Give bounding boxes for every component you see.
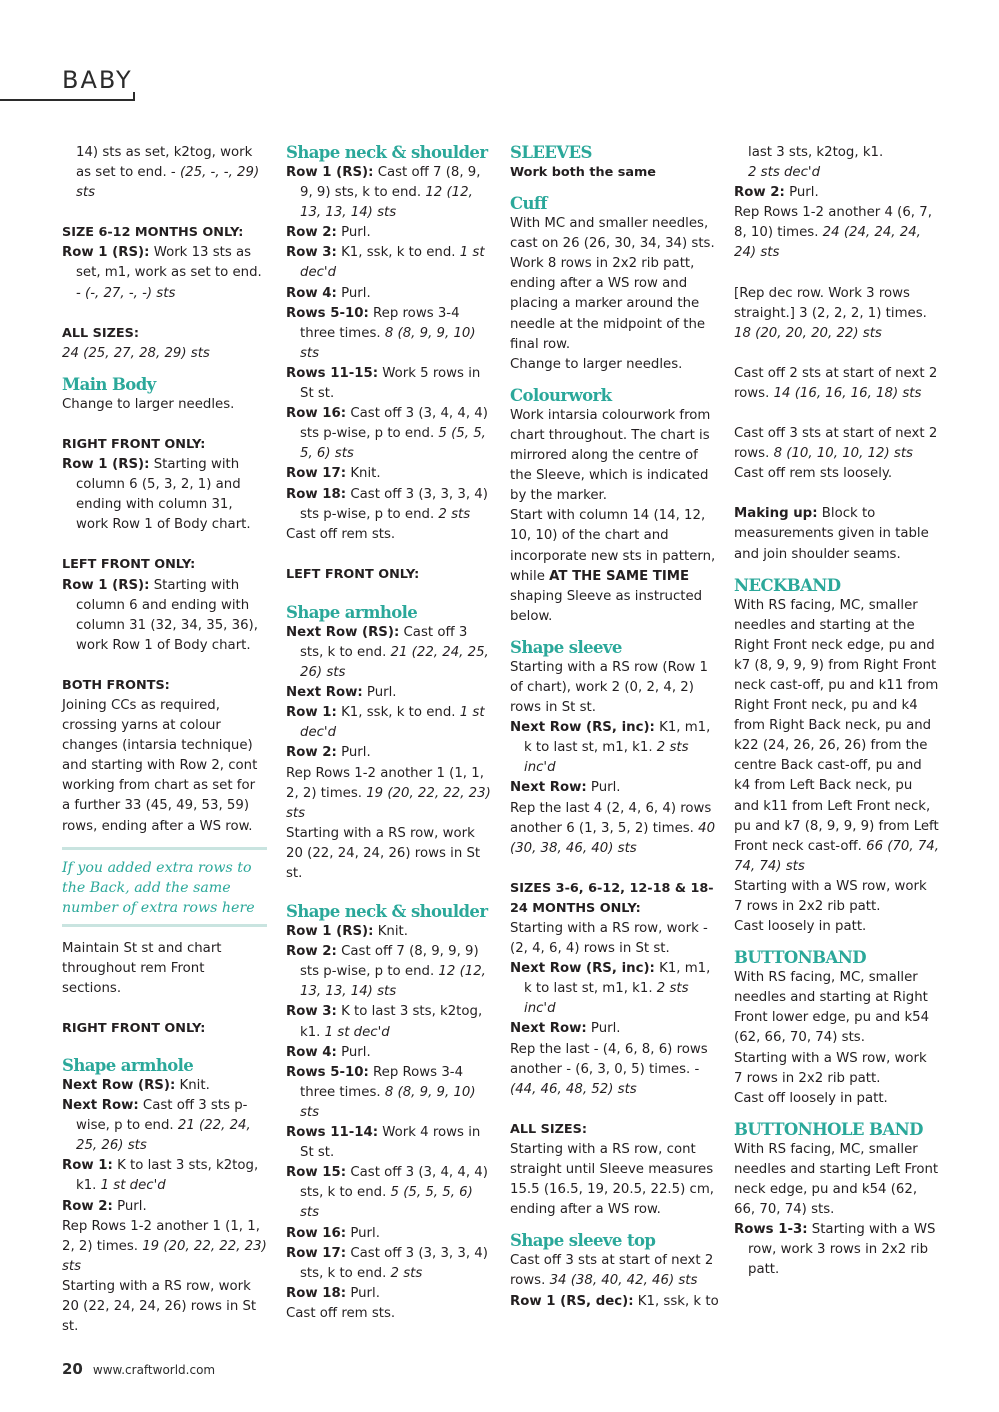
paragraph: Change to larger needles. bbox=[510, 356, 683, 372]
instruction-row: Row 1 (RS): Starting with column 6 (5, 3, 2, 1) and ending with column 31, work Row 1 of Body chart. bbox=[62, 457, 251, 533]
paragraph: Cast off 3 sts at start of next 2 rows. 8 (10, 10, 10, 12) sts bbox=[734, 426, 938, 462]
section-heading: BUTTONBAND bbox=[734, 948, 866, 968]
paragraph: Cast off 2 sts at start of next 2 rows. 14 (16, 16, 16, 18) sts bbox=[734, 365, 938, 401]
column-1 bbox=[62, 143, 267, 1337]
instruction-row: Next Row: Purl. bbox=[510, 780, 621, 796]
instruction-row: Row 16: Cast off 3 (3, 4, 4, 4) sts p-wise, p to end. 5 (5, 5, 5, 6) sts bbox=[286, 406, 488, 462]
paragraph: With RS facing, MC, smaller needles and starting Left Front neck edge, pu and k54 (62, 66, 70, 74) sts. bbox=[734, 1141, 939, 1218]
section-heading: SLEEVES bbox=[510, 143, 592, 162]
section-heading: BUTTONHOLE BAND bbox=[734, 1119, 923, 1139]
instruction-row: Row 1 (RS): Starting with column 6 and ending with column 31 (32, 34, 35, 36), work Row 1 of Body chart. bbox=[62, 577, 258, 653]
stitch-count: 2 sts dec'd bbox=[748, 165, 821, 181]
instruction-row: Row 2: Purl. bbox=[734, 185, 819, 201]
section-heading: Main Body bbox=[62, 374, 156, 394]
section-rule bbox=[0, 99, 135, 101]
section-heading: NECKBAND bbox=[734, 575, 841, 595]
section-heading: Shape neck & shoulder bbox=[286, 143, 488, 162]
paragraph: With MC and smaller needles, cast on 26 (26, 30, 34, 34) sts. bbox=[510, 216, 715, 252]
instruction-row: Row 1: K to last 3 sts, k2tog, k1. 1 st dec'd bbox=[62, 1158, 259, 1194]
section-subheading: Work both the same bbox=[510, 165, 656, 180]
instruction-row: Row 2: Purl. bbox=[62, 1198, 147, 1214]
paragraph: Starting with a RS row (Row 1 of chart), work 2 (0, 2, 4, 2) rows in St st. bbox=[510, 659, 708, 716]
section-heading: Shape sleeve top bbox=[510, 1231, 656, 1251]
size-heading: LEFT FRONT ONLY: bbox=[62, 557, 196, 573]
instruction-row: Row 18: Cast off 3 (3, 3, 3, 4) sts p-wise, p to end. 2 sts bbox=[286, 486, 488, 522]
section-heading: Shape neck & shoulder bbox=[286, 902, 488, 922]
size-heading: ALL SIZES: bbox=[510, 1121, 588, 1137]
section-heading: Shape armhole bbox=[62, 1056, 194, 1075]
instruction-row: Rows 1-3: Starting with a WS row, work 3 rows in 2x2 rib patt. bbox=[734, 1222, 936, 1278]
paragraph: Starting with a RS row, work 20 (22, 24, 24, 26) rows in St st. bbox=[62, 1278, 257, 1335]
paragraph: Rep Rows 1-2 another 1 (1, 1, 2, 2) times. 19 (20, 22, 22, 23) sts bbox=[62, 1218, 267, 1274]
instruction-row: Rows 11-14: Work 4 rows in St st. bbox=[286, 1125, 481, 1161]
callout-note: If you added extra rows to the Back, add the same number of extra rows here bbox=[62, 847, 267, 927]
paragraph: Change to larger needles. bbox=[62, 396, 235, 412]
instruction-row: Row 1 (RS, dec): K1, ssk, k to bbox=[510, 1293, 719, 1309]
paragraph: Starting with a RS row, work 20 (22, 24, 24, 26) rows in St st. bbox=[286, 825, 481, 881]
paragraph: Starting with a WS row, work 7 rows in 2x2 rib patt. bbox=[734, 1050, 927, 1086]
paragraph: With RS facing, MC, smaller needles and starting at Right Front lower edge, pu and k54 (62, 66, 70, 74) sts. bbox=[734, 970, 930, 1046]
column-2 bbox=[286, 143, 494, 1324]
size-heading: RIGHT FRONT ONLY: bbox=[62, 436, 206, 452]
size-heading: LEFT FRONT ONLY: bbox=[286, 566, 420, 582]
size-heading: SIZE 6-12 MONTHS ONLY: bbox=[62, 225, 244, 241]
instruction-row: Next Row: Cast off 3 sts p-wise, p to end. 21 (22, 24, 25, 26) sts bbox=[62, 1098, 251, 1154]
paragraph: last 3 sts, k2tog, k1. bbox=[748, 145, 884, 160]
instruction-row: Rows 5-10: Rep Rows 3-4 three times. 8 (8, 9, 9, 10) sts bbox=[286, 1064, 476, 1120]
paragraph: Cast off loosely in patt. bbox=[734, 1090, 888, 1106]
footer-url: www.craftworld.com bbox=[92, 1363, 216, 1377]
paragraph: Work 8 rows in 2x2 rib patt, ending after a WS row and placing a marker around the needle at the midpoint of the final row. bbox=[510, 256, 706, 352]
instruction-row: Row 2: Cast off 7 (8, 9, 9, 9) sts p-wise, p to end. 12 (12, 13, 13, 14) sts bbox=[286, 944, 486, 1000]
paragraph: Starting with a RS row, work - (2, 4, 6, 4) rows in St st. bbox=[510, 921, 708, 957]
instruction-row: Next Row (RS): Knit. bbox=[62, 1078, 210, 1093]
paragraph: Starting with a RS row, cont straight until Sleeve measures 15.5 (16.5, 19, 20.5, 22.5) cm, ending after a WS row. bbox=[510, 1141, 715, 1218]
paragraph: Maintain St st and chart throughout rem Front sections. bbox=[62, 940, 222, 996]
size-heading: ALL SIZES: bbox=[62, 325, 140, 341]
column-4 bbox=[734, 143, 939, 1281]
paragraph: 14) sts as set, k2tog, work as set to end. - (25, -, -, 29) sts bbox=[76, 145, 260, 201]
paragraph: Starting with a WS row, work 7 rows in 2x2 rib patt. bbox=[734, 878, 927, 914]
instruction-row: Row 3: K1, ssk, k to end. 1 st dec'd bbox=[286, 245, 485, 281]
instruction-row: Row 3: K to last 3 sts, k2tog, k1. 1 st dec'd bbox=[286, 1004, 483, 1040]
instruction-row: Rows 5-10: Rep rows 3-4 three times. 8 (8, 9, 9, 10) sts bbox=[286, 305, 476, 361]
paragraph: Start with column 14 (14, 12, 10, 10) of the chart and incorporate new sts in pattern, while AT THE SAME TIME shaping Sleeve as instructed below. bbox=[510, 508, 716, 624]
paragraph: With RS facing, MC, smaller needles and starting at the Right Front neck edge, pu and k7 (8, 9, 9, 9) from Right Front neck cast-off, pu and k11 from Right Front neck, pu and k4 from Right Back neck, pu and k22 (24, 26, 26, 26) from the centre Back cast-off, pu and k4 from Left Back neck, pu and k11 from Left Front neck, pu and k7 (8, 9, 9, 9) from Left Front neck cast-off. 66 (70, 74, 74, 74) sts bbox=[734, 597, 939, 874]
paragraph: Cast loosely in patt. bbox=[734, 919, 867, 935]
section-heading: Shape sleeve bbox=[510, 637, 622, 657]
paragraph: Making up: Block to measurements given in table and join shoulder seams. bbox=[734, 506, 929, 562]
section-rule-end bbox=[133, 92, 135, 101]
instruction-row: Row 4: Purl. bbox=[286, 285, 371, 301]
stitch-count: 24 (25, 27, 28, 29) sts bbox=[62, 345, 210, 361]
instruction-row: Row 1 (RS): Knit. bbox=[286, 924, 408, 940]
section-label: BABY bbox=[62, 66, 133, 94]
paragraph: Cast off rem sts. bbox=[286, 526, 396, 542]
instruction-row: Rows 11-15: Work 5 rows in St st. bbox=[286, 365, 481, 402]
section-heading: Shape armhole bbox=[286, 602, 418, 622]
instruction-row: Row 1: K1, ssk, k to end. 1 st dec'd bbox=[286, 705, 485, 741]
instruction-row: Row 18: Purl. bbox=[286, 1285, 380, 1301]
instruction-row: Row 15: Cast off 3 (3, 4, 4, 4) sts, k to end. 5 (5, 5, 5, 6) sts bbox=[286, 1165, 488, 1221]
column-3 bbox=[510, 143, 722, 1312]
paragraph: Rep Rows 1-2 another 4 (6, 7, 8, 10) times. 24 (24, 24, 24, 24) sts bbox=[734, 205, 932, 261]
size-heading: RIGHT FRONT ONLY: bbox=[62, 1020, 206, 1036]
instruction-row: Next Row: Purl. bbox=[510, 1021, 621, 1037]
section-heading: Colourwork bbox=[510, 385, 612, 405]
size-heading: BOTH FRONTS: bbox=[62, 677, 170, 693]
paragraph: Cast off 3 sts at start of next 2 rows. 34 (38, 40, 42, 46) sts bbox=[510, 1253, 714, 1289]
instruction-row: Row 4: Purl. bbox=[286, 1044, 371, 1060]
instruction-row: Row 1 (RS): Cast off 7 (8, 9, 9, 9) sts, k to end. 12 (12, 13, 13, 14) sts bbox=[286, 165, 481, 221]
instruction-row: Row 2: Purl. bbox=[286, 745, 371, 761]
paragraph: [Rep dec row. Work 3 rows straight.] 3 (2, 2, 2, 1) times. 18 (20, 20, 20, 22) sts bbox=[734, 285, 927, 341]
page-footer bbox=[62, 1360, 215, 1378]
instruction-row: Row 2: Purl. bbox=[286, 225, 371, 241]
paragraph: Work intarsia colourwork from chart throughout. The chart is mirrored along the centre of the Sleeve, which is indicated by the marker. bbox=[510, 407, 711, 504]
instruction-row: Row 1 (RS): Work 13 sts as set, m1, work as set to end. - (-, 27, -, -) sts bbox=[62, 245, 262, 301]
size-heading: SIZES 3-6, 6-12, 12-18 & 18-24 MONTHS ONLY: bbox=[510, 880, 714, 916]
paragraph: Rep the last 4 (2, 4, 6, 4) rows another 6 (1, 3, 5, 2) times. 40 (30, 38, 46, 40) sts bbox=[510, 800, 716, 856]
paragraph: Joining CCs as required, crossing yarns at colour changes (intarsia technique) and starting with Row 2, cont working from chart as set for a further 33 (45, 49, 53, 59) rows, ending after a WS row. bbox=[62, 697, 258, 834]
paragraph: Cast off rem sts. bbox=[286, 1305, 396, 1321]
instruction-row: Next Row (RS, inc): K1, m1, k to last st, m1, k1. 2 sts inc'd bbox=[510, 720, 711, 776]
instruction-row: Row 16: Purl. bbox=[286, 1225, 380, 1241]
paragraph: Rep Rows 1-2 another 1 (1, 1, 2, 2) times. 19 (20, 22, 22, 23) sts bbox=[286, 765, 491, 821]
instruction-row: Row 17: Knit. bbox=[286, 466, 381, 482]
instruction-row: Next Row: Purl. bbox=[286, 685, 397, 701]
instruction-row: Next Row (RS): Cast off 3 sts, k to end. 21 (22, 24, 25, 26) sts bbox=[286, 624, 489, 681]
paragraph: Rep the last - (4, 6, 8, 6) rows another - (6, 3, 0, 5) times. - (44, 46, 48, 52) sts bbox=[510, 1041, 708, 1097]
instruction-row: Next Row (RS, inc): K1, m1, k to last st, m1, k1. 2 sts inc'd bbox=[510, 961, 711, 1017]
instruction-row: Row 17: Cast off 3 (3, 3, 3, 4) sts, k to end. 2 sts bbox=[286, 1245, 488, 1281]
section-heading: Cuff bbox=[510, 194, 547, 214]
paragraph: Cast off rem sts loosely. bbox=[734, 466, 893, 482]
page-number: 20 bbox=[62, 1360, 83, 1378]
